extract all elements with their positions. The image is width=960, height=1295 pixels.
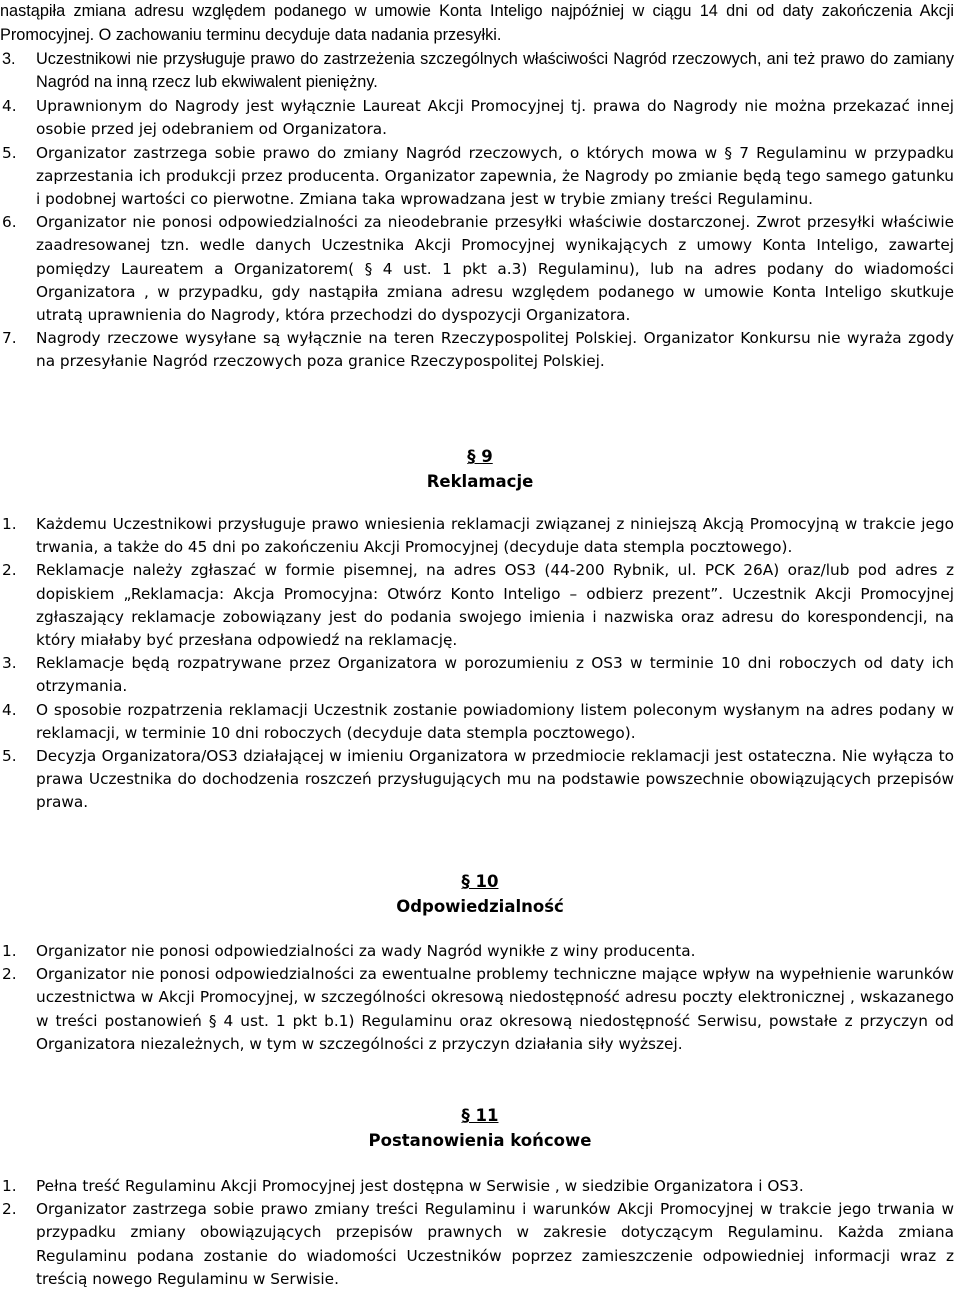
section-number: § 11 bbox=[461, 1106, 499, 1125]
list-text: Decyzja Organizatora/OS3 działającej w imieniu Organizatora w przedmiocie reklamacji jest ostateczna. Nie wyłącza to prawa Uczestnika do dochodzenia roszczeń przysługujących mu na podstawie powszechnie obowiązujących przepisów prawa. bbox=[36, 747, 954, 812]
list-number: 1. bbox=[2, 942, 17, 960]
section-10-list bbox=[0, 940, 960, 1056]
section-10-heading bbox=[0, 869, 960, 919]
list-item bbox=[0, 699, 960, 745]
list-item bbox=[0, 652, 960, 698]
list-number: 3. bbox=[2, 49, 16, 68]
list-text: Każdemu Uczestnikowi przysługuje prawo wniesienia reklamacji związanej z niniejszą Akcją Promocyjną w trakcie jego trwania, a także do 45 dni po zakończeniu Akcji Promocyjnej (decyduje data stempla pocztowego). bbox=[36, 515, 954, 557]
list-text: Nagrody rzeczowe wysyłane są wyłącznie na teren Rzeczypospolitej Polskiej. Organizator Konkursu nie wyraża zgody na przesyłanie Nagród rzeczowych poza granice Rzeczypospolitej Polskiej. bbox=[36, 329, 954, 371]
list-item bbox=[0, 513, 960, 559]
list-number: 4. bbox=[2, 97, 17, 116]
list-number: 5. bbox=[2, 747, 17, 766]
list-number: 5. bbox=[2, 143, 17, 162]
list-text: Pełna treść Regulaminu Akcji Promocyjnej jest dostępna w Serwisie , w siedzibie Organizatora i OS3. bbox=[36, 1177, 804, 1195]
list-item bbox=[0, 327, 960, 373]
list-text: Organizator zastrzega sobie prawo do zmiany Nagród rzeczowych, o których mowa w § 7 Regulaminu w przypadku zaprzestania ich produkcji przez producenta. Organizator zapewnia, że Nagrody po zmianie będą tego samego gatunku i podobnej wartości co pierwotne. Zmiana taka wprowadzana jest w trybie zmiany treści Regulaminu. bbox=[36, 143, 954, 208]
list-item bbox=[0, 940, 960, 963]
section-9-list bbox=[0, 513, 960, 815]
list-text: Organizator nie ponosi odpowiedzialności za ewentualne problemy techniczne mające wpływ na wypełnienie warunków uczestnictwa w Akcji Promocyjnej, w szczególności okresową niedostępność adresu poczty elektronicznej , wskazanego w treści postanowień § 4 ust. 1 pkt b.1) Regulaminu oraz okresową niedostępność Serwisu, powstałe z przyczyn od Organizatora niezależnych, w tym w szczególności z przyczyn działania siły wyższej. bbox=[36, 965, 954, 1053]
list-number: 3. bbox=[2, 654, 17, 673]
list-text: Reklamacje należy zgłaszać w formie pisemnej, na adres OS3 (44-200 Rybnik, ul. PCK 26A) oraz/lub pod adres z dopiskiem „Reklamacja: Akcja Promocyjna: Otwórz Konto Inteligo – odbierz prezent”. Uczestnik Akcji Promocyjnej zgłaszający reklamacje zobowiązany jest do podania swojego imienia i nazwiska oraz adresu do korespondencji, na który miałaby być przesłana odpowiedź na reklamację. bbox=[36, 561, 954, 650]
list-item bbox=[0, 1175, 960, 1198]
list-text: Uprawnionym do Nagrody jest wyłącznie Laureat Akcji Promocyjnej tj. prawa do Nagrody nie można przekazać innej osobie przed jej odebraniem od Organizatora. bbox=[36, 97, 954, 139]
section-11-list bbox=[0, 1175, 960, 1291]
section-title: Odpowiedzialność bbox=[396, 897, 564, 916]
list-item bbox=[0, 95, 960, 141]
list-text: Uczestnikowi nie przysługuje prawo do zastrzeżenia szczególnych właściwości Nagród rzeczowych, ani też prawo do zamiany Nagród na inną rzecz lub ekwiwalent pieniężny. bbox=[36, 49, 954, 92]
list-text: Organizator nie ponosi odpowiedzialności za nieodebranie przesyłki właściwie dostarczonej. Zwrot przesyłki właściwie zaadresowanej tzn. wedle danych Uczestnika Akcji Promocyjnej wynikających z umowy Konta Inteligo, zawartej pomiędzy Laureatem a Organizatorem( § 4 ust. 1 pkt a.3) Regulaminu), lub na adres podany do wiadomości Organizatora , w przypadku, gdy nastąpiła zmiana adresu względem podanego w umowie Konta Inteligo skutkuje utratą uprawnienia do Nagrody, która przechodzi do dyspozycji Organizatora. bbox=[36, 213, 954, 325]
list-number: 7. bbox=[2, 329, 17, 348]
section-title: Reklamacje bbox=[426, 472, 534, 491]
list-number: 1. bbox=[2, 515, 17, 533]
list-number: 2. bbox=[2, 965, 17, 984]
section-title: Postanowienia końcowe bbox=[368, 1131, 592, 1150]
section-8-continuation bbox=[0, 0, 960, 374]
list-item bbox=[0, 1198, 960, 1291]
list-item bbox=[0, 48, 960, 96]
list-number: 2. bbox=[2, 561, 17, 580]
list-number: 2. bbox=[2, 1200, 17, 1219]
list-text: Reklamacje będą rozpatrywane przez Organizatora w porozumieniu z OS3 w terminie 10 dni roboczych od daty ich otrzymania. bbox=[36, 654, 954, 696]
list-text: Organizator nie ponosi odpowiedzialności za wady Nagród wynikłe z winy producenta. bbox=[36, 942, 696, 960]
list-item bbox=[0, 963, 960, 1056]
section-9-heading bbox=[0, 444, 960, 494]
list-item bbox=[0, 142, 960, 212]
section-11-heading bbox=[0, 1103, 960, 1153]
list-text: Organizator zastrzega sobie prawo zmiany treści Regulaminu i warunków Akcji Promocyjnej w trakcie jego trwania w przypadku zmiany obowiązujących przepisów prawnych w zakresie dotyczącym Regulaminu. Każda zmiana Regulaminu podana zostanie do wiadomości Uczestników poprzez zamieszczenie odpowiedniej informacji wraz z treścią nowego Regulaminu w Serwisie. bbox=[36, 1200, 954, 1288]
section-number: § 10 bbox=[461, 872, 499, 891]
list-item bbox=[0, 745, 960, 815]
list-number: 6. bbox=[2, 213, 17, 232]
intro-paragraph: nastąpiła zmiana adresu względem podanego w umowie Konta Inteligo najpóźniej w ciągu 14 dni od daty zakończenia Akcji Promocyjnej. O zachowaniu terminu decyduje data nadania przesyłki. bbox=[0, 2, 954, 44]
list-item bbox=[0, 559, 960, 652]
list-text: O sposobie rozpatrzenia reklamacji Uczestnik zostanie powiadomiony listem poleconym wysłanym na adres podany w reklamacji, w terminie 10 dni roboczych (decyduje data stempla pocztowego). bbox=[36, 700, 954, 742]
section-number: § 9 bbox=[467, 447, 493, 466]
list-number: 1. bbox=[2, 1177, 17, 1195]
list-item bbox=[0, 211, 960, 327]
list-number: 4. bbox=[2, 700, 17, 719]
